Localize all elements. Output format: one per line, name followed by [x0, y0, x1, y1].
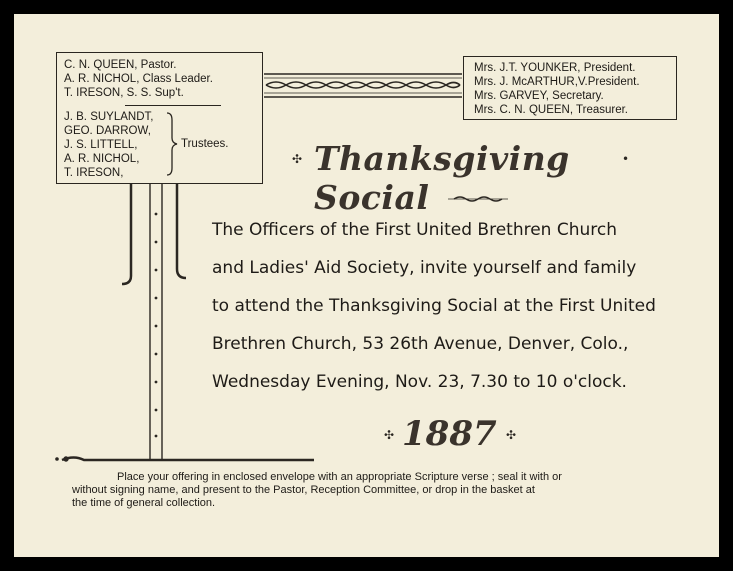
instruction-line: without signing name, and present to the Pastor, Reception Committee, or drop in the basket at	[72, 484, 535, 496]
diamond-ornament-icon: •	[622, 152, 630, 166]
event-year: 1887	[402, 414, 497, 454]
trustee-line: GEO. DARROW,	[64, 125, 151, 137]
instruction-line: Place your offering in enclosed envelope with an appropriate Scripture verse ; seal it with or	[117, 471, 562, 483]
baseline-flourish	[56, 457, 314, 461]
chain-ornament	[264, 74, 462, 97]
invitation-line: and Ladies' Aid Society, invite yourself and family	[212, 258, 637, 278]
officer-line: T. IRESON, S. S. Sup't.	[64, 87, 184, 99]
card-title: Thanksgiving Social	[314, 139, 570, 217]
pillar-ornament	[122, 183, 186, 460]
aid-society-line: Mrs. J.T. YOUNKER, President.	[474, 62, 636, 74]
invitation-line: The Officers of the First United Brethren Church	[212, 220, 618, 240]
trustee-line: J. S. LITTELL,	[64, 139, 138, 151]
aid-society-box	[463, 56, 677, 120]
aid-society-line: Mrs. GARVEY, Secretary.	[474, 90, 604, 102]
trustees-label: Trustees.	[181, 138, 229, 150]
trustee-line: A. R. NICHOL,	[64, 153, 140, 165]
pillar-dots	[155, 213, 158, 438]
brace-icon	[165, 112, 179, 176]
trustee-line: J. B. SUYLANDT,	[64, 111, 154, 123]
diamond-ornament-icon: ✣	[292, 152, 303, 166]
church-officers-box	[56, 52, 263, 184]
diamond-ornament-icon: ✣	[384, 428, 395, 442]
invitation-line: Brethren Church, 53 26th Avenue, Denver, Colo.,	[212, 334, 629, 354]
offering-instructions	[72, 471, 692, 510]
invitation-text	[212, 211, 692, 401]
diamond-ornament-icon: ✣	[506, 428, 517, 442]
officer-line: C. N. QUEEN, Pastor.	[64, 59, 177, 71]
invitation-line: to attend the Thanksgiving Social at the First United	[212, 296, 656, 316]
officer-line: A. R. NICHOL, Class Leader.	[64, 73, 213, 85]
trustee-line: T. IRESON,	[64, 167, 124, 179]
aid-society-line: Mrs. J. McARTHUR,V.President.	[474, 76, 640, 88]
invitation-card	[14, 14, 719, 557]
trustees-list	[64, 110, 153, 180]
aid-society-line: Mrs. C. N. QUEEN, Treasurer.	[474, 104, 628, 116]
officers-list	[64, 58, 213, 100]
instruction-line: the time of general collection.	[72, 497, 216, 509]
invitation-line: Wednesday Evening, Nov. 23, 7.30 to 10 o'clock.	[212, 372, 627, 392]
box-divider	[125, 105, 221, 106]
aid-society-list	[474, 61, 640, 117]
